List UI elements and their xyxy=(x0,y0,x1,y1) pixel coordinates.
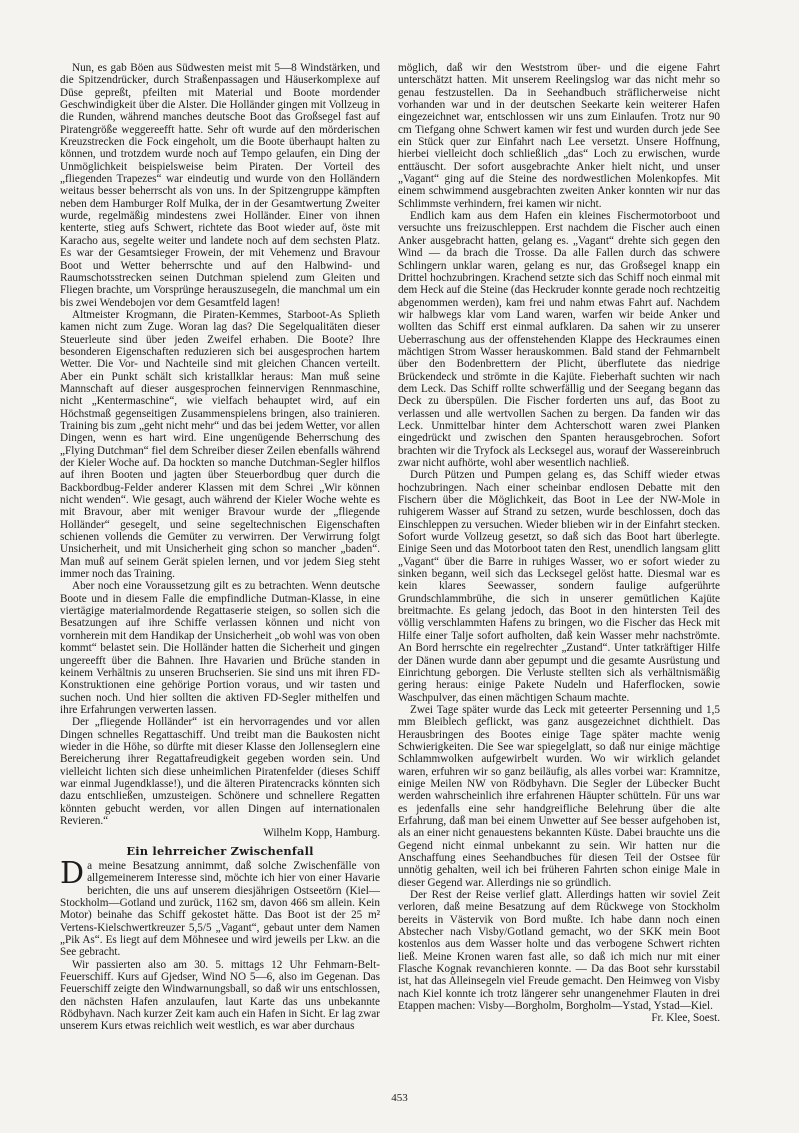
article2-right-paragraph-5 xyxy=(398,889,720,1025)
article2-title: Ein lehrreicher Zwischenfall xyxy=(126,843,314,858)
article1-paragraph-2: Altmeister Krogmann, die Piraten-Kemmes, Starboot-As Splieth kamen nicht zum Zuge. Woran lag das? Die Segelqualitäten dieser Steuerleute sind über jeden Zweifel erhaben. Die Boote? Ihre besonderen Eigenschaften reduzieren sich bei ausgesprochen hartem Wetter. Die Vor- und Nachteile sind mit gleichen Chancen verteilt. Aber ein Punkt schält sich kristallklar heraus: Man muß seine Mannschaft auf dieser ausgesprochen feinnervigen Rennmaschine, nicht „Kentermaschine“, wie vielfach behauptet wird, auf ein Höchstmaß gegenseitigen Zusammenspielens bringen, also trainieren. Training bis zum „geht nicht mehr“ und das bei jedem Wetter, vor allen Dingen, wenn es hart wird. Eine ungenügende Beherrschung des „Flying Dutchman“ fiel dem Schreiber dieser Zeilen ebenfalls während der Kieler Woche auf. Da hockten so manche Dutchman-Segler hilflos auf ihren Booten und jagten über Steuerbordbug quer durch die Backbordbug-Felder anderer Klassen mit dem Schrei „Wir können nicht wenden“. Wie gesagt, auch während der Kieler Woche wehte es mit Bravour, aber mit weniger Bravour wurde der „fliegende Holländer“ gesegelt, und seine segeltechnischen Eigenschaften schienen vollends die Gemüter zu verwirren. Der Verwirrung folgt Unsicherheit, und mit Unsicherheit ging schon so mancher „baden“. Man muß auf seinem Gerät spielen lernen, und vor jedem Sieg steht immer noch das Training. xyxy=(60,308,380,581)
article2-right-paragraph-3: Durch Pützen und Pumpen gelang es, das Schiff wieder etwas hochzubringen. Nach einer scheinbar endlosen Debatte mit den Fischern über die Möglichkeit, das Boot in Lee der NW-Mole in ruhigerem Wasser auf Strand zu setzen, wurde beschlossen, doch das Einschleppen zu versuchen. Wieder blieben wir in der Einfahrt stecken. Sofort wurde Vollzeug gesetzt, so daß sich das Boot hart überlegte. Einige Seen und das Motorboot taten den Rest, unendlich langsam glitt „Vagant“ über die Barre in ruhiges Wasser, wo er sofort wieder zu sinken begann, weil sich das Lecksegel gelöst hatte. Diesmal war es kein klares Seewasser, sondern faulige aufgerührte Grundschlammbrühe, die sich in unserer gemütlichen Kajüte breitmachte. Es gelang jedoch, das Boot in den hintersten Teil des völlig verschlammten Hafens zu bringen, wo die Fischer das Heck mit Hilfe einer Talje sofort aufholten, daß kein Wasser mehr nachströmte. An Bord herrschte ein regelrechter „Zustand“. Unter tatkräftiger Hilfe der Dänen wurde dann aber gepumpt und die gesamte Ausrüstung und Einrichtung geborgen. Die Verluste stellten sich als verhältnismäßig gering heraus: einige Pakete Nudeln und Haferflocken, sowie Waschpulver, das einen mächtigen Schaum machte. xyxy=(398,469,720,704)
article1-paragraph-4 xyxy=(60,716,380,839)
article1-signature: Wilhelm Kopp, Hamburg. xyxy=(263,827,380,840)
article2-right-paragraph-1: möglich, daß wir den Weststrom über- und die eigene Fahrt unterschätzt hatten. Mit unserem Reelingslog war das nicht mehr so genau festzustellen. Da in Seehandbuch sträflicherweise nicht vorhanden war und in der deutschen Seekarte kein weiterer Hafen eingezeichnet war, entschlossen wir uns zum Einlaufen. Trotz nur 90 cm Tiefgang ohne Schwert kamen wir fest und wurden durch jede See ein Stück quer zur Einfahrt nach Lee versetzt. Unsere Hoffnung, hierbei vielleicht doch schließlich „das“ Loch zu erwischen, wurde enttäuscht. Der sofort ausgebrachte Anker hielt nicht, und unser „Vagant“ ging auf die Steine des nordwestlichen Molenkopfes. Mit einem schwimmend ausgebrachten zweiten Anker konnten wir nur das Schlimmste verhindern, frei kamen wir nicht. xyxy=(398,62,720,210)
right-column xyxy=(398,62,720,1025)
article2-paragraph-2: Wir passierten also am 30. 5. mittags 12 Uhr Fehmarn-Belt-Feuerschiff. Kurs auf Gjedser, Wind NO 5—6, also im Gegenan. Das Feuerschiff zeigte den Windwarnungsball, so daß wir uns entschlossen, den nächsten Hafen anzulaufen, laut Karte das uns unbekannte Rödbyhavn. Nach kurzer Zeit kam auch ein Hafen in Sicht. Er lag zwar unserem Kurs etwas reichlich weit westlich, es war aber durchaus xyxy=(60,958,380,1033)
article2-dropcap: D xyxy=(60,856,85,891)
article2-signature: Fr. Klee, Soest. xyxy=(651,1012,720,1025)
article1-paragraph-4-text: Der „fliegende Holländer“ ist ein hervorragendes und vor allen Dingen schnelles Regattaschiff. Und treibt man die Baukosten nicht wieder in die Höhe, so dürfte mit dieser Klasse den Jollenseglern eine Bereicherung ihrer Regattafreudigkeit gegeben worden sein. Und vielleicht lichten sich diese unheimlichen Piratenfelder (dieses Schiff war einmal Jugendklasse!), und die älteren Piratencracks könnten sich dazu entschließen, umzusteigen. Schönere und schnellere Regatten könnten gebucht werden, vor allen Dingen auf internationalen Revieren.“ xyxy=(60,716,380,827)
article1-paragraph-1: Nun, es gab Böen aus Südwesten meist mit 5—8 Windstärken, und die Spitzendrücker, durch Straßenpassagen und Häuserkomplexe auf Düse gepreßt, pfeilten mit Material und Boote mordender Geschwindigkeit über die Alster. Die Holländer gingen mit Vollzeug in die Runden, während manches deutsche Boot das Großsegel fast auf Piratengröße weggereefft hatte. Sehr oft wurde auf den mörderischen Kreuzstrecken die Fock eingeholt, um die Boote überhaupt halten zu können, und trotzdem wurde noch auf Tempo gelaufen, ein Ding der Unmöglichkeit beispielsweise beim Piraten. Der Vorteil des „fliegenden Trapezes“ war eindeutig und wurde von den Holländern weitaus besser beherrscht als von uns. In der Spitzengruppe kämpften neben dem Hamburger Rolf Mulka, der in der Gesamtwertung Zweiter wurde, regelmäßig mindestens zwei Holländer. Einer von ihnen kenterte, stieg aufs Schwert, richtete das Boot wieder auf, öste mit Karacho aus, segelte weiter und landete noch auf dem sechsten Platz. Es war der Gesamtsieger Frowein, der mit Vehemenz und Bravour Boot und Wetter beherrschte und auf den Halbwind- und Raumschotsstrecken seinen Dutchman spielend zum Gleiten und Fliegen brachte, um Vorsprünge herauszusegeln, die manchmal um ein bis zwei Wendebojen vor dem Gesamtfeld lagen! xyxy=(60,62,380,309)
article2-right-paragraph-4: Zwei Tage später wurde das Leck mit geteerter Persenning und 1,5 mm Bleiblech geflickt, was ganz ausgezeichnet dichthielt. Das Herausbringen des Bootes einige Tage später machte wenig Schwierigkeiten. Die See war spiegelglatt, so daß nur einige mächtige Schlammwolken aufgewirbelt wurden. Wo wir wirklich gelandet waren, erfuhren wir so ganz beiläufig, als alles vorbei war: Kramnitze, einige Meilen NW von Rödbyhavn. Die Segler der Lübecker Bucht werden wahrscheinlich ihre erfahrenen Häupter schütteln. Für uns war es jedenfalls eine sehr handgreifliche Belehrung über die alte Erfahrung, daß man bei einem Unwetter auf See besser aufgehoben ist, als an einer nicht genauestens bekannten Küste. Dabei brauchte uns die Gegend nicht einmal unbekannt zu sein. Wir hatten nur die Anschaffung eines Seehandbuches für diesen Teil der Ostsee für unnötig gehalten, weil ich bei früheren Fahrten schon einige Male in dieser Gegend war. Allerdings nie so gründlich. xyxy=(398,703,720,889)
article2-paragraph-1-text: a meine Besatzung annimmt, daß solche Zwischenfälle von allgemeinerem Interesse sind, möchte ich hier von einer Havarie berichten, die uns auf unserem diesjährigen Ostseetörn (Kiel—Stockholm—Gotland und zurück, 1162 sm, davon 466 sm allein. Kein Motor) beinahe das Schiff gekostet hätte. Das Boot ist der 25 m² Vertens-Kielschwertkreuzer 5,5/5 „Vagant“, gebaut unter dem Namen „Pik As“. Es liegt auf dem Möhnesee und wird jeweils per Lkw. an die See gebracht. xyxy=(60,860,380,959)
left-column xyxy=(60,62,380,1033)
article1-paragraph-3: Aber noch eine Voraussetzung gilt es zu betrachten. Wenn deutsche Boote und in diesem Falle die empfindliche Dutman-Klasse, in eine viertägige materialmordende Regattaserie steigen, so sollen sich die Besatzungen auf ihre Schiffe verlassen können und nicht von vornherein mit dem Handikap der Unsicherheit „ob wohl was von oben kommt“ belastet sein. Die Holländer hatten die Sicherheit und gingen ungereefft über die Bahnen. Ihre Havarien und Brüche standen in keinem Verhältnis zu unseren Bruchserien. Sie sind uns mit ihren FD-Konstruktionen eine gehörige Portion voraus, und wir tasten und suchen noch. Und hier sollten die aktiven FD-Segler mithelfen und ihre Erfahrungen verwerten lassen. xyxy=(60,580,381,716)
article2-right-paragraph-5-text: Der Rest der Reise verlief glatt. Allerdings hatten wir soviel Zeit verloren, daß meine Besatzung auf dem Rückwege von Stockholm bereits in Västervik von Bord mußte. Ich habe dann noch einen Abstecher nach Visby/Gotland gemacht, wo der SKK mein Boot kostenlos aus dem Wasser holte und das verbogene Schwert richten ließ. Meine Kronen waren fast alle, so daß ich mich nur mit einer Flasche Kognak revanchieren konnte. — Da das Boot sehr kursstabil ist, hat das Alleinsegeln viel Freude gemacht. Den Heimweg von Visby nach Kiel konnte ich trotz längerer sehr unangenehmer Flauten in drei Etappen machen: Visby—Borgholm, Borgholm—Ystad, Ystad—Kiel. xyxy=(398,889,720,1013)
page-number: 453 xyxy=(391,1092,408,1104)
article2-right-paragraph-2: Endlich kam aus dem Hafen ein kleines Fischermotorboot und versuchte uns freizuschleppen. Erst nachdem die Fischer auch einen Anker ausgebracht hatten, gelang es. „Vagant“ drehte sich gegen den Wind — da brach die Trosse. Da alle Fallen durch das schwere Schlingern unklar waren, gelang es nur, das Großsegel knapp ein Drittel hochzubringen. Krachend setzte sich das Schiff noch einmal mit dem Heck auf die Steine (das Heckruder konnte gerade noch rechtzeitig abgenommen werden), kam frei und nahm etwas Fahrt auf. Nachdem wir halbwegs klar vom Land waren, warfen wir beide Anker und wollten das Schiff erst einmal aufklaren. Da sahen wir zu unserer Ueberraschung aus der offenstehenden Klappe des Heckraumes einen mächtigen Strom Wasser herauskommen. Bald stand der Fehmarnbelt über den Bodenbrettern der Plicht, überflutete das niedrige Brückendeck und strömte in die Kajüte. Fieberhaft suchten wir nach dem Leck. Das Schiff rollte schwerfällig und der Seegang begann das Deck zu überspülen. Die Fischer forderten uns auf, das Boot zu verlassen und alle wertvollen Sachen zu bergen. Da fanden wir das Leck. Unmittelbar hinter dem Achterschott waren zwei Planken eingedrückt und zwischen den Spanten herausgebrochen. Sofort brachten wir die Tryfock als Lecksegel aus, worauf der Wassereinbruch zwar nicht aufhörte, wohl aber wesentlich nachließ. xyxy=(398,210,720,469)
article2-paragraph-1 xyxy=(60,856,380,959)
